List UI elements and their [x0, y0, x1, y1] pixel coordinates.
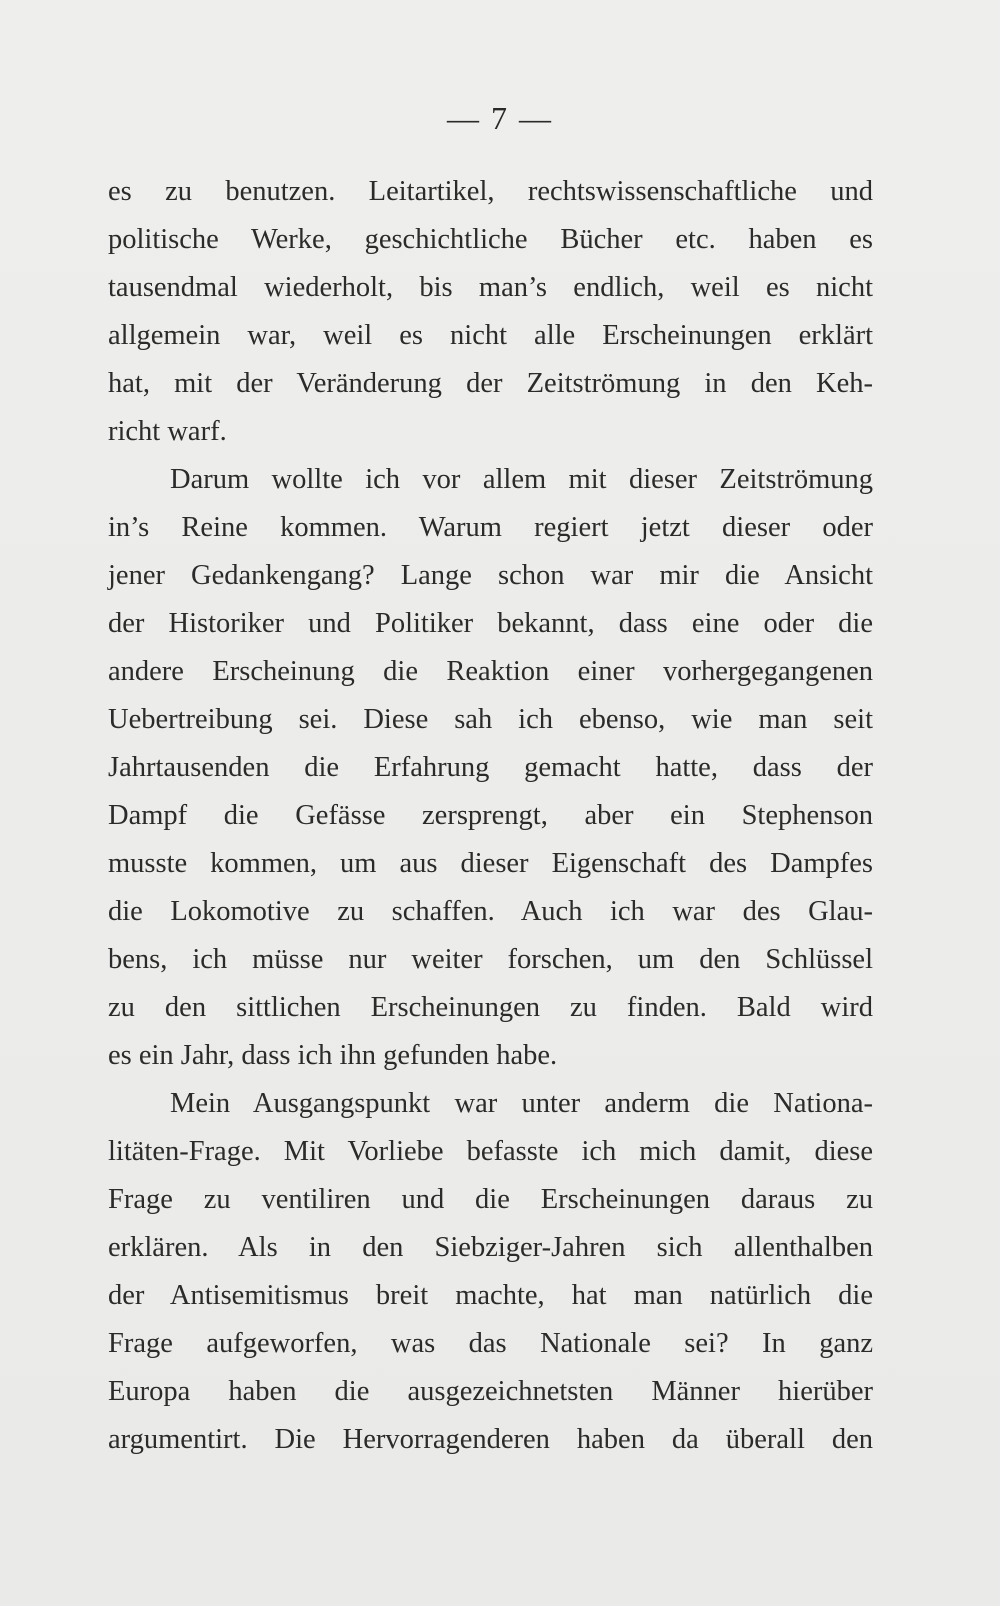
text-line: Uebertreibung sei. Diese sah ich ebenso, wie man seit [108, 704, 873, 735]
text-line: Dampf die Gefässe zersprengt, aber ein Stephenson [108, 800, 873, 831]
text-line: zu den sittlichen Erscheinungen zu finden. Bald wird [108, 992, 873, 1023]
text-line: andere Erscheinung die Reaktion einer vorhergegangenen [108, 656, 873, 687]
text-line: Darum wollte ich vor allem mit dieser Zeitströmung [170, 464, 873, 495]
text-line: in’s Reine kommen. Warum regiert jetzt dieser oder [108, 512, 873, 543]
text-line: litäten-Frage. Mit Vorliebe befasste ich mich damit, diese [108, 1136, 873, 1167]
text-line: politische Werke, geschichtliche Bücher etc. haben es [108, 224, 873, 255]
text-line: allgemein war, weil es nicht alle Erscheinungen erklärt [108, 320, 873, 351]
text-line: musste kommen, um aus dieser Eigenschaft des Dampfes [108, 848, 873, 879]
text-line: tausendmal wiederholt, bis man’s endlich, weil es nicht [108, 272, 873, 303]
text-line: richt warf. [108, 416, 227, 447]
text-line: es zu benutzen. Leitartikel, rechtswissenschaftliche und [108, 176, 873, 207]
text-line: der Antisemitismus breit machte, hat man natürlich die [108, 1280, 873, 1311]
text-line: der Historiker und Politiker bekannt, dass eine oder die [108, 608, 873, 639]
text-line: Europa haben die ausgezeichnetsten Männer hierüber [108, 1376, 873, 1407]
text-line: Frage zu ventiliren und die Erscheinungen daraus zu [108, 1184, 873, 1215]
text-line: es ein Jahr, dass ich ihn gefunden habe. [108, 1040, 558, 1071]
text-line: Frage aufgeworfen, was das Nationale sei? In ganz [108, 1328, 873, 1359]
page-number: — 7 — [447, 100, 553, 136]
text-line: Jahrtausenden die Erfahrung gemacht hatte, dass der [108, 752, 873, 783]
text-line: erklären. Als in den Siebziger-Jahren sich allenthalben [108, 1232, 873, 1263]
text-line: jener Gedankengang? Lange schon war mir die Ansicht [108, 560, 873, 591]
text-line: die Lokomotive zu schaffen. Auch ich war des Glau- [108, 896, 873, 927]
text-line: Mein Ausgangspunkt war unter anderm die Nationa- [170, 1088, 873, 1119]
text-line: bens, ich müsse nur weiter forschen, um den Schlüssel [108, 944, 873, 975]
text-line: hat, mit der Veränderung der Zeitströmung in den Keh- [108, 368, 873, 399]
text-line: argumentirt. Die Hervorragenderen haben da überall den [108, 1424, 873, 1455]
body-text [108, 168, 873, 1464]
